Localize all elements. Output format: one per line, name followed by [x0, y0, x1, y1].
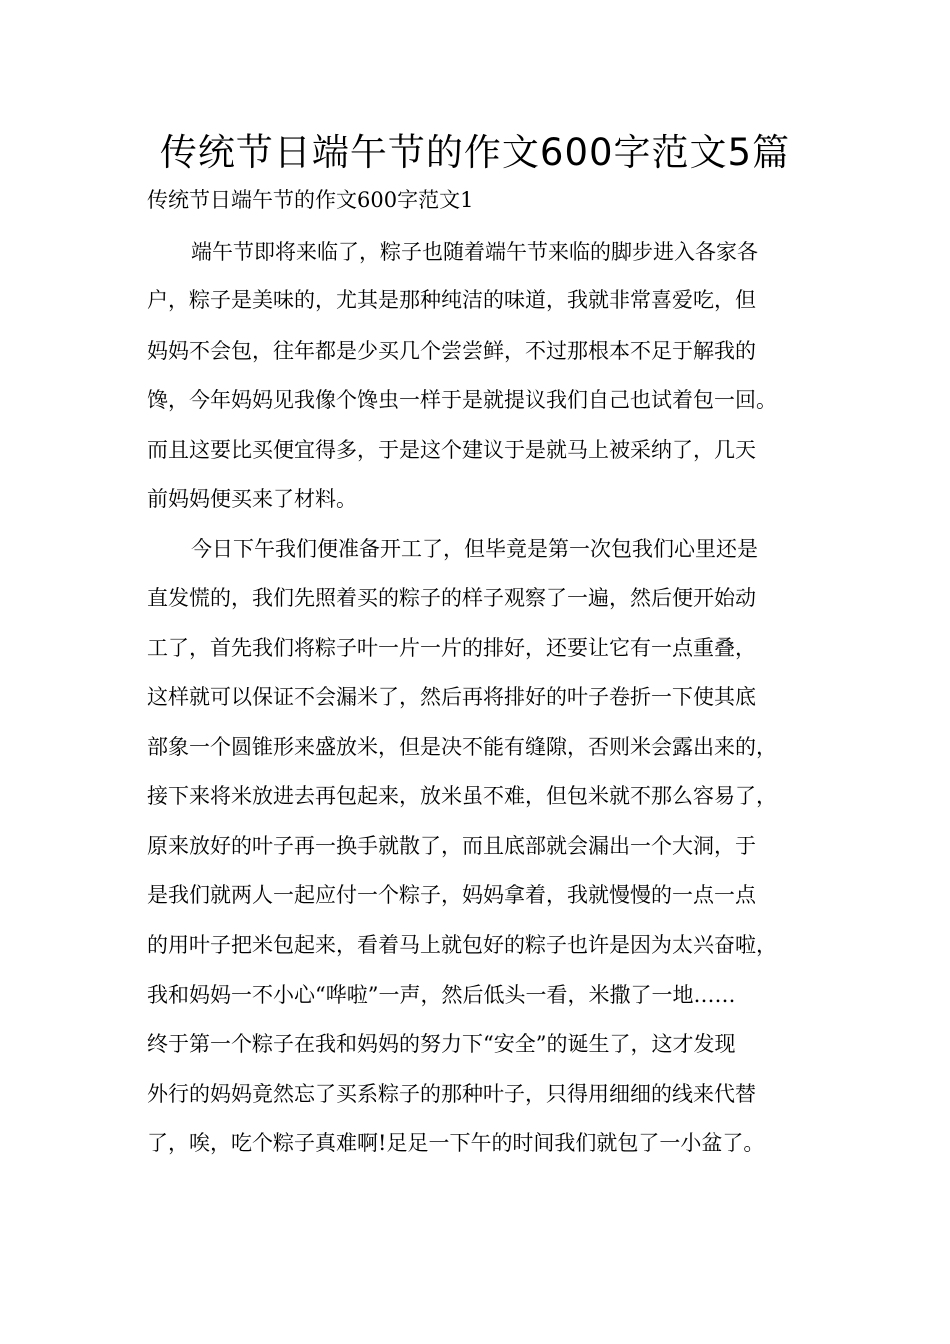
paragraph-2-line-9: 的用叶子把米包起来，看着马上就包好的粽子也许是因为太兴奋啦， [147, 933, 777, 957]
paragraph-2-line-11: 终于第一个粽子在我和妈妈的努力下“安全”的诞生了，这才发现 [147, 1032, 736, 1056]
paragraph-1-line-6: 前妈妈便买来了材料。 [147, 487, 357, 511]
paragraph-1-line-1: 端午节即将来临了，粽子也随着端午节来临的脚步进入各家各 [191, 240, 758, 264]
essay-subtitle: 传统节日端午节的作文600字范文1 [147, 188, 474, 212]
paragraph-2-line-12: 外行的妈妈竟然忘了买系粽子的那种叶子，只得用细细的线来代替 [147, 1082, 756, 1106]
paragraph-2-line-10: 我和妈妈一不小心“哗啦”一声，然后低头一看，米撒了一地…… [147, 983, 736, 1007]
paragraph-2-line-8: 是我们就两人一起应付一个粽子，妈妈拿着，我就慢慢的一点一点 [147, 883, 756, 907]
paragraph-1-line-2: 户，粽子是美味的，尤其是那种纯洁的味道，我就非常喜爱吃，但 [147, 288, 756, 312]
paragraph-2-line-2: 直发慌的，我们先照着买的粽子的样子观察了一遍，然后便开始动 [147, 586, 756, 610]
paragraph-1-line-4: 馋，今年妈妈见我像个馋虫一样于是就提议我们自己也试着包一回。 [147, 388, 777, 412]
paragraph-2-line-7: 原来放好的叶子再一换手就散了，而且底部就会漏出一个大洞，于 [147, 834, 756, 858]
paragraph-2-line-3: 工了，首先我们将粽子叶一片一片的排好，还要让它有一点重叠， [147, 636, 756, 660]
paragraph-1-line-5: 而且这要比买便宜得多，于是这个建议于是就马上被采纳了，几天 [147, 438, 756, 462]
paragraph-2-line-5: 部象一个圆锥形来盛放米，但是决不能有缝隙，否则米会露出来的， [147, 735, 777, 759]
document-title: 传统节日端午节的作文600字范文5篇 [159, 131, 791, 174]
paragraph-2-line-13: 了，唉，吃个粽子真难啊!足足一下午的时间我们就包了一小盆了。 [147, 1131, 765, 1155]
paragraph-1-line-3: 妈妈不会包，往年都是少买几个尝尝鲜，不过那根本不足于解我的 [147, 339, 756, 363]
paragraph-2-line-4: 这样就可以保证不会漏米了，然后再将排好的叶子卷折一下使其底 [147, 685, 756, 709]
paragraph-2-line-6: 接下来将米放进去再包起来，放米虽不难，但包米就不那么容易了， [147, 784, 777, 808]
paragraph-2-line-1: 今日下午我们便准备开工了，但毕竟是第一次包我们心里还是 [191, 537, 758, 561]
